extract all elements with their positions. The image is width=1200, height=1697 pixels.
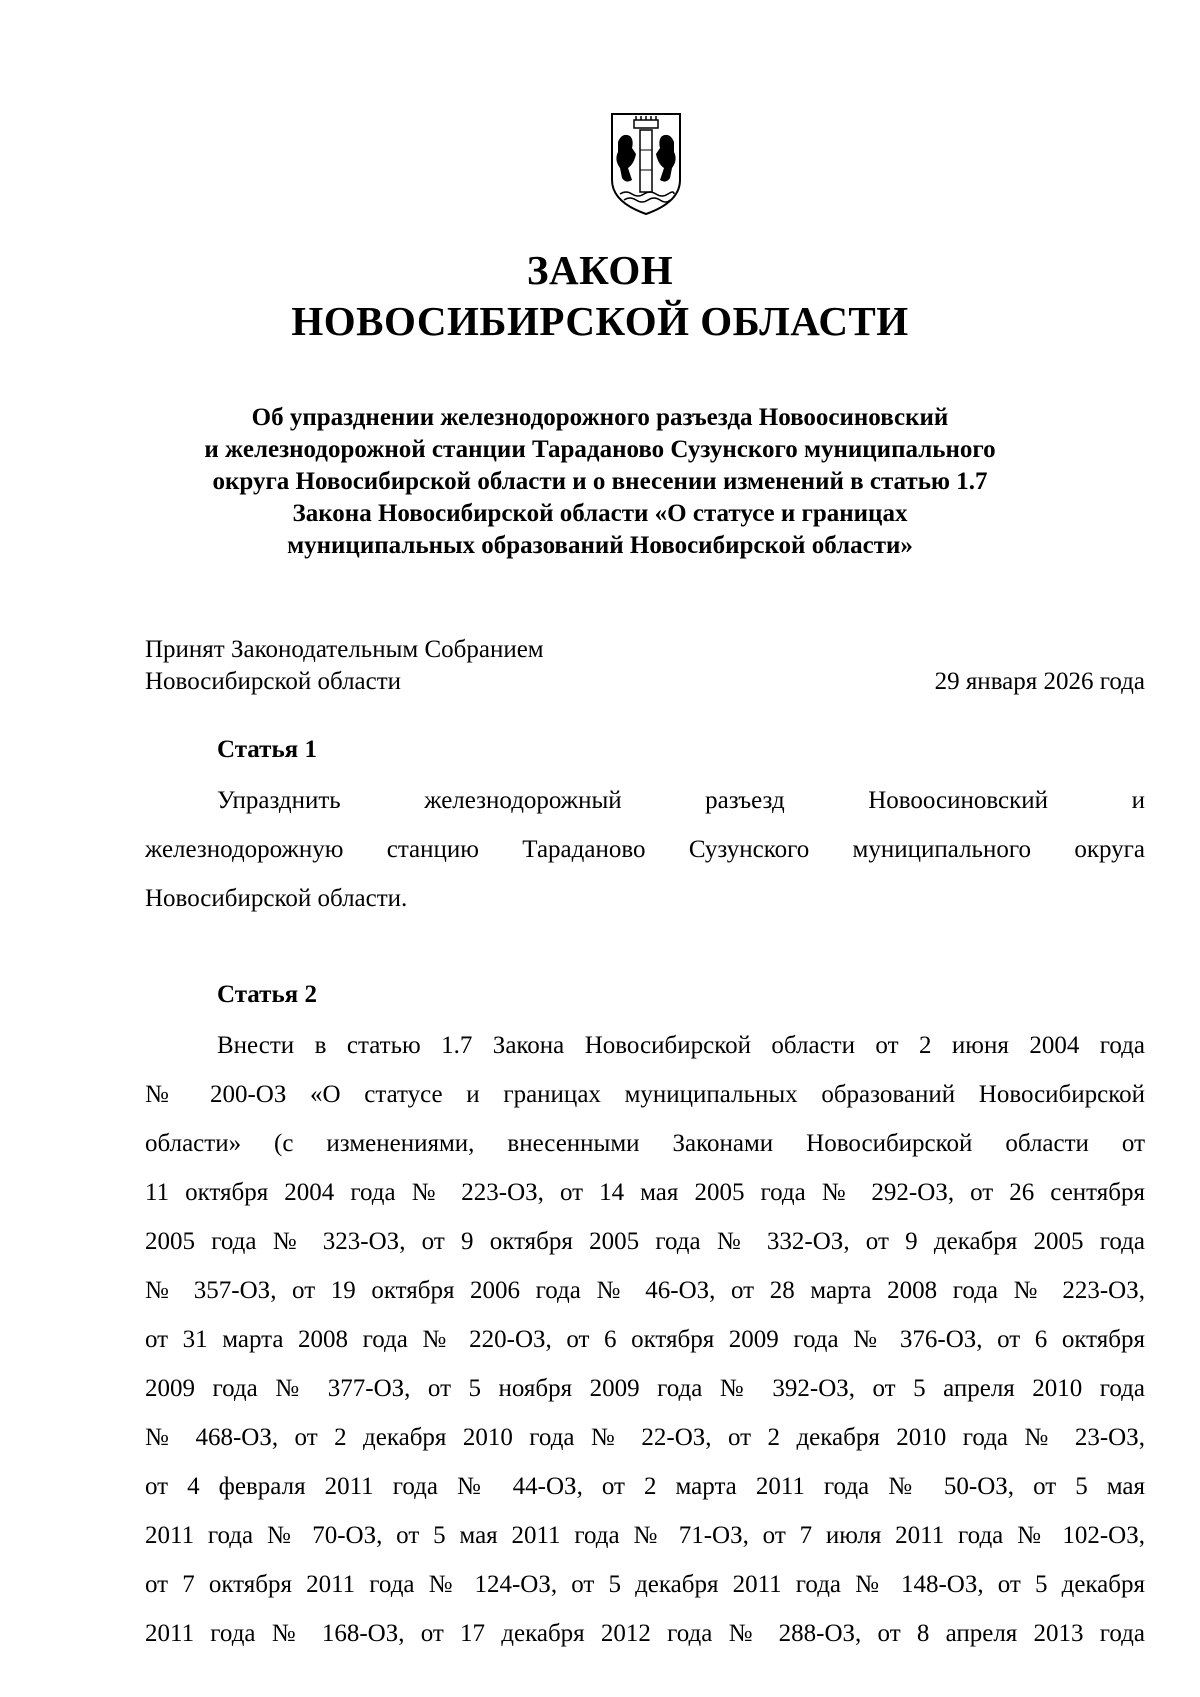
text-line: Упразднить железнодорожный разъезд Новоосиновский и	[217, 787, 1145, 814]
article-1-text	[145, 776, 1145, 923]
article-2-heading: Статья 2	[217, 981, 317, 1008]
subject-line: и железнодорожной станции Тараданово Сузунского муниципального	[204, 436, 996, 463]
text-line: 11 октября 2004 года № 223-ОЗ, от 14 мая 2005 года № 292-ОЗ, от 26 сентября	[145, 1179, 1145, 1206]
subject-line: муниципальных образований Новосибирской области»	[287, 532, 913, 559]
adoption-block	[145, 634, 1145, 698]
adoption-date: 29 января 2026 года	[934, 668, 1145, 695]
text-line: Новосибирской области.	[145, 885, 408, 912]
subject-line: округа Новосибирской области и о внесении изменений в статью 1.7	[212, 468, 988, 495]
law-title-line2: НОВОСИБИРСКОЙ ОБЛАСТИ	[291, 298, 909, 344]
text-line: № 468-ОЗ, от 2 декабря 2010 года № 22-ОЗ, от 2 декабря 2010 года № 23-ОЗ,	[145, 1424, 1145, 1451]
text-line: Внести в статью 1.7 Закона Новосибирской области от 2 июня 2004 года	[217, 1032, 1145, 1059]
text-line: 2011 года № 70-ОЗ, от 5 мая 2011 года № 71-ОЗ, от 7 июля 2011 года № 102-ОЗ,	[145, 1522, 1145, 1549]
text-line: от 31 марта 2008 года № 220-ОЗ, от 6 октября 2009 года № 376-ОЗ, от 6 октября	[145, 1326, 1145, 1353]
text-line: № 357-ОЗ, от 19 октября 2006 года № 46-ОЗ, от 28 марта 2008 года № 223-ОЗ,	[145, 1277, 1145, 1304]
text-line: от 7 октября 2011 года № 124-ОЗ, от 5 декабря 2011 года № 148-ОЗ, от 5 декабря	[145, 1571, 1145, 1598]
subject-line: Об упразднении железнодорожного разъезда Новоосиновский	[251, 404, 949, 431]
text-line: 2011 года № 168-ОЗ, от 17 декабря 2012 года № 288-ОЗ, от 8 апреля 2013 года	[145, 1620, 1145, 1647]
article-2-text	[145, 1021, 1145, 1658]
text-line: 2005 года № 323-ОЗ, от 9 октября 2005 года № 332-ОЗ, от 9 декабря 2005 года	[145, 1228, 1145, 1255]
text-line: железнодорожную станцию Тараданово Сузунского муниципального округа	[145, 836, 1145, 863]
law-subject	[130, 402, 1070, 562]
text-line: от 4 февраля 2011 года № 44-ОЗ, от 2 марта 2011 года № 50-ОЗ, от 5 мая	[145, 1473, 1145, 1500]
adoption-line-2	[145, 666, 1145, 698]
adoption-body: Новосибирской области	[145, 668, 402, 695]
law-title-line1: ЗАКОН	[526, 247, 674, 293]
coat-of-arms-icon	[604, 110, 688, 218]
text-line: области» (с изменениями, внесенными Законами Новосибирской области от	[145, 1130, 1145, 1157]
adoption-line-1: Принят Законодательным Собранием	[145, 636, 544, 663]
subject-line: Закона Новосибирской области «О статусе и границах	[292, 500, 908, 527]
article-1-heading: Статья 1	[217, 736, 317, 763]
text-line: № 200-ОЗ «О статусе и границах муниципальных образований Новосибирской	[145, 1081, 1145, 1108]
text-line: 2009 года № 377-ОЗ, от 5 ноября 2009 года № 392-ОЗ, от 5 апреля 2010 года	[145, 1375, 1145, 1402]
